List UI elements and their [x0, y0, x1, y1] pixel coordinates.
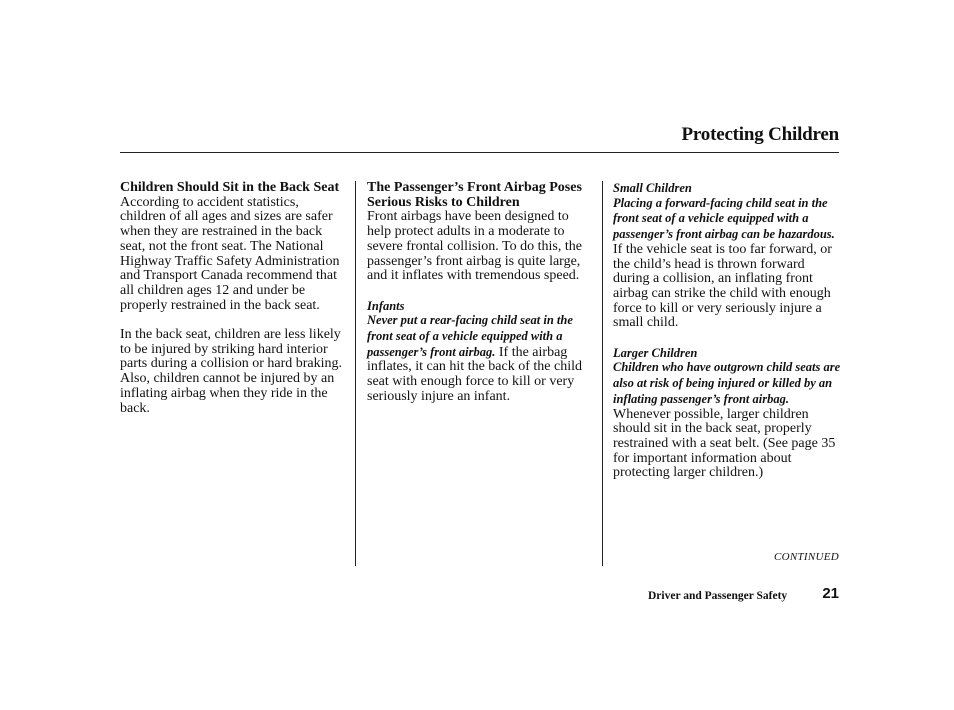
- section-heading-back-seat: Children Should Sit in the Back Seat: [120, 180, 340, 195]
- paragraph-larger-children: [613, 360, 841, 481]
- section-heading-front-airbag: The Passenger’s Front Airbag Poses Serious Risks to Children: [367, 180, 582, 210]
- subsection-title-infants: Infants: [367, 298, 405, 313]
- subsection-title-larger-children: Larger Children: [613, 345, 698, 360]
- footer-section-title: Driver and Passenger Safety: [648, 590, 788, 602]
- column-divider-1: [355, 181, 356, 566]
- text-infants: If the airbag inflates, it can hit the back of the child seat with enough force to kill or very seriously injure an infant.: [367, 344, 582, 404]
- continued-label: CONTINUED: [773, 551, 839, 563]
- subsection-larger-children: [613, 346, 841, 481]
- text-larger-children: Whenever possible, larger children should sit in the back seat, properly restrained with a seat belt. (See page 35 for important information about protecting larger children.): [613, 406, 836, 481]
- paragraph-airbag-design: Front airbags have been designed to help protect adults in a moderate to severe frontal collision. To do this, the passenger’s front airbag is quite large, and it inflates with tremendous speed.: [367, 209, 582, 284]
- paragraph-accident-statistics: According to accident statistics, children of all ages and sizes are safer when they are restrained in the back seat, not the front seat. The National Highway Traffic Safety Administration and Transport Canada recommend that all children ages 12 and under be properly restrained in the back seat.: [120, 194, 340, 313]
- column-divider-2: [602, 181, 603, 566]
- title-divider: [120, 152, 839, 153]
- paragraph-infants: [367, 313, 595, 404]
- column-front-airbag: [367, 181, 595, 405]
- warning-small-children: Placing a forward-facing child seat in the front seat of a vehicle equipped with a passenger’s front airbag can be hazardous.: [613, 195, 835, 242]
- column-children-sizes: [613, 181, 841, 481]
- subsection-small-children: [613, 181, 841, 331]
- text-small-children: If the vehicle seat is too far forward, or the child’s head is thrown forward during a collision, an inflating front airbag can strike the child with enough force to kill or very seriously injure a small child.: [613, 241, 832, 331]
- page-title: Protecting Children: [681, 124, 839, 145]
- subsection-infants: [367, 299, 595, 405]
- paragraph-small-children: [613, 196, 841, 331]
- warning-infants: Never put a rear-facing child seat in the front seat of a vehicle equipped with a passenger’s front airbag.: [367, 313, 573, 359]
- subsection-title-small-children: Small Children: [613, 181, 692, 195]
- column-back-seat: [120, 181, 348, 416]
- page-number: 21: [822, 585, 839, 602]
- paragraph-back-seat-safety: In the back seat, children are less likely to be injured by striking hard interior parts during a collision or hard braking. Also, children cannot be injured by an inflating airbag when they ride in the back.: [120, 327, 343, 416]
- warning-larger-children: Children who have outgrown child seats are also at risk of being injured or killed by an inflating passenger’s front airbag.: [613, 360, 841, 406]
